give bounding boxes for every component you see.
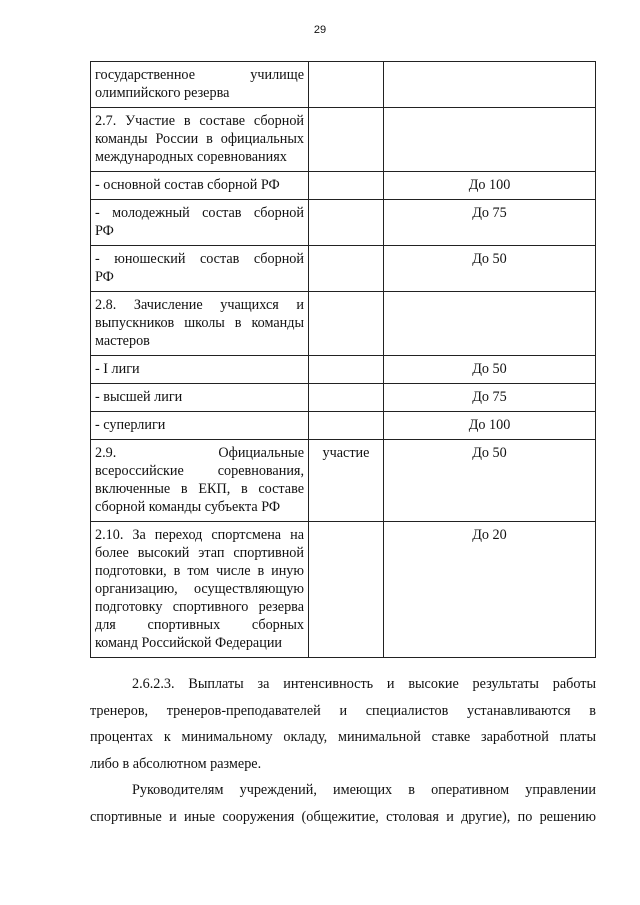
criterion-cell bbox=[91, 108, 309, 172]
paragraph-managers bbox=[90, 777, 596, 830]
payment-amount-cell bbox=[384, 62, 596, 108]
condition-cell bbox=[309, 200, 384, 246]
criterion-line: 2.7. Участие в составе сборной bbox=[95, 113, 304, 129]
payment-amount-cell: До 50 bbox=[384, 356, 596, 384]
payment-amount-cell: До 100 bbox=[384, 412, 596, 440]
criterion-line: - основной состав сборной РФ bbox=[95, 177, 280, 193]
criterion-line: 2.9. Официальные bbox=[95, 445, 304, 461]
criterion-line: организацию, осуществляющую bbox=[95, 581, 304, 597]
paragraph-line: Руководителям учреждений, имеющих в оперативном управлении bbox=[132, 782, 596, 798]
criterion-line: сборной команды субъекта РФ bbox=[95, 499, 281, 515]
page-number: 29 bbox=[313, 24, 327, 36]
criterion-line: включенные в ЕКП, в составе bbox=[95, 481, 304, 497]
condition-cell bbox=[309, 412, 384, 440]
criterion-line: РФ bbox=[95, 269, 114, 285]
table-body bbox=[91, 62, 596, 658]
criterion-line: - юношеский состав сборной bbox=[95, 251, 304, 267]
table-row bbox=[91, 108, 596, 172]
criterion-cell bbox=[91, 200, 309, 246]
table-row bbox=[91, 172, 596, 200]
criterion-line: - I лиги bbox=[95, 361, 140, 377]
criterion-line: - молодежный состав сборной bbox=[95, 205, 304, 221]
criterion-cell bbox=[91, 356, 309, 384]
paragraph-line: 2.6.2.3. Выплаты за интенсивность и высокие результаты работы bbox=[132, 676, 596, 692]
criterion-cell bbox=[91, 440, 309, 522]
criterion-line: более высокий этап спортивной bbox=[95, 545, 304, 561]
criterion-line: выпускников школы в команды bbox=[95, 315, 304, 331]
condition-cell bbox=[309, 108, 384, 172]
payment-amount-cell: До 75 bbox=[384, 384, 596, 412]
condition-cell bbox=[309, 172, 384, 200]
payment-amount-cell: До 75 bbox=[384, 200, 596, 246]
criterion-cell bbox=[91, 246, 309, 292]
payment-amount-cell: До 100 bbox=[384, 172, 596, 200]
criterion-line: подготовки, в том числе в иную bbox=[95, 563, 304, 579]
criterion-cell bbox=[91, 292, 309, 356]
criterion-line: - высшей лиги bbox=[95, 389, 183, 405]
paragraph-line: либо в абсолютном размере. bbox=[90, 755, 262, 772]
criterion-cell bbox=[91, 62, 309, 108]
table-row bbox=[91, 246, 596, 292]
criterion-line: олимпийского резерва bbox=[95, 85, 230, 101]
table-row bbox=[91, 200, 596, 246]
paragraph-line: тренеров, тренеров-преподавателей и специалистов устанавливаются в bbox=[90, 702, 596, 719]
payment-amount-cell: До 50 bbox=[384, 440, 596, 522]
condition-cell bbox=[309, 292, 384, 356]
criterion-line: РФ bbox=[95, 223, 114, 239]
criterion-line: 2.10. За переход спортсмена на bbox=[95, 527, 304, 543]
bonus-table bbox=[90, 61, 596, 658]
condition-cell bbox=[309, 246, 384, 292]
criterion-cell bbox=[91, 522, 309, 658]
criterion-line: государственное училище bbox=[95, 67, 304, 83]
criterion-line: международных соревнованиях bbox=[95, 149, 287, 165]
criterion-line: подготовку спортивного резерва bbox=[95, 599, 304, 615]
criterion-line: - суперлиги bbox=[95, 417, 166, 433]
payment-amount-cell bbox=[384, 292, 596, 356]
condition-cell bbox=[309, 384, 384, 412]
criterion-line: всероссийские соревнования, bbox=[95, 463, 304, 479]
table-row bbox=[91, 292, 596, 356]
payment-amount-cell bbox=[384, 108, 596, 172]
table-row bbox=[91, 62, 596, 108]
condition-cell bbox=[309, 62, 384, 108]
criterion-cell bbox=[91, 172, 309, 200]
criterion-cell bbox=[91, 412, 309, 440]
table-row bbox=[91, 412, 596, 440]
criterion-line: для спортивных сборных bbox=[95, 617, 304, 633]
payment-amount-cell: До 50 bbox=[384, 246, 596, 292]
table-row bbox=[91, 356, 596, 384]
paragraph-line: процентах к минимальному окладу, минимальной ставке заработной платы bbox=[90, 729, 596, 745]
criterion-line: мастеров bbox=[95, 333, 150, 349]
paragraph-line: спортивные и иные сооружения (общежитие, столовая и другие), по решению bbox=[90, 808, 596, 825]
criterion-cell bbox=[91, 384, 309, 412]
criterion-line: команд Российской Федерации bbox=[95, 635, 282, 651]
criterion-line: 2.8. Зачисление учащихся и bbox=[95, 297, 304, 313]
paragraph-intensity-payments bbox=[90, 671, 596, 777]
table-row bbox=[91, 522, 596, 658]
payment-amount-cell: До 20 bbox=[384, 522, 596, 658]
condition-cell: участие bbox=[309, 440, 384, 522]
criterion-line: команды России в официальных bbox=[95, 131, 304, 147]
condition-cell bbox=[309, 356, 384, 384]
table-row bbox=[91, 384, 596, 412]
condition-cell bbox=[309, 522, 384, 658]
table-row bbox=[91, 440, 596, 522]
